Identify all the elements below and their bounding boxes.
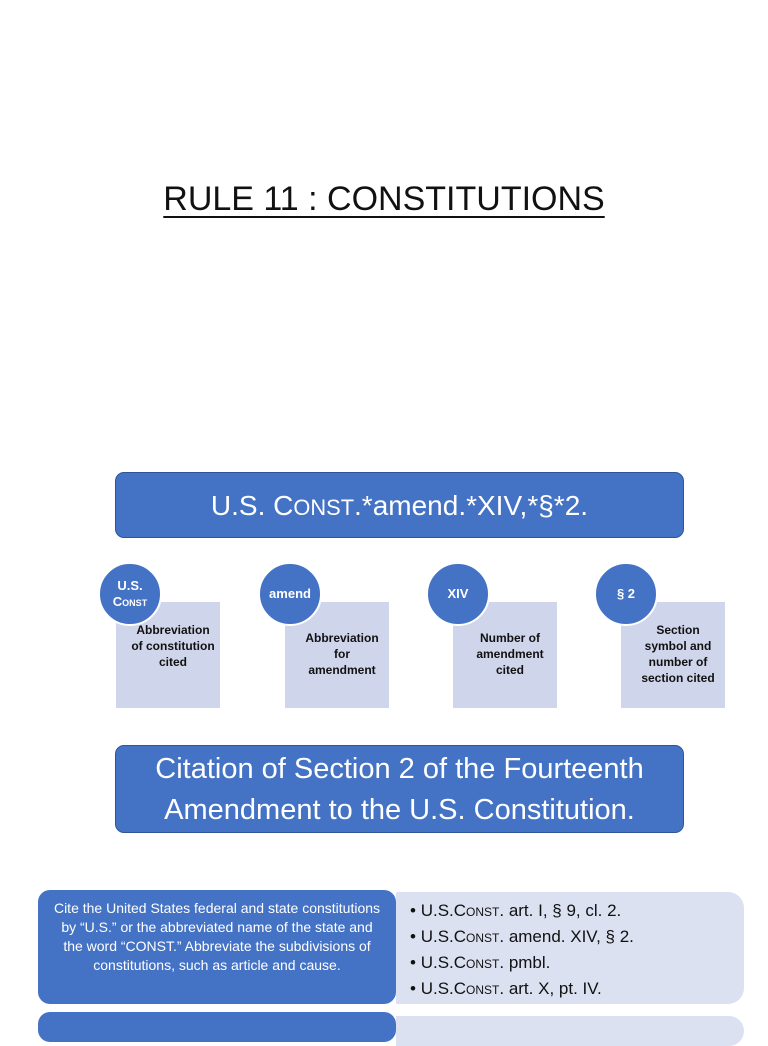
component-label: XIV	[447, 586, 469, 601]
citation-prefix: U.S.	[210, 490, 274, 521]
rule-text-box: Cite the United States federal and state constitutions by “U.S.” or the abbreviated name of the state and the word “CONST.” Abbreviate the subdivisions of constitutions, such as article and cause.	[38, 890, 396, 1004]
component-circle-section	[594, 562, 658, 626]
example-item: • U.S.Const. pmbl.	[410, 950, 744, 976]
component-description: Abbreviation of constitution cited	[131, 623, 215, 669]
page-title: RULE 11 : CONSTITUTIONS	[163, 180, 605, 218]
citation-suffix: .*amend.*XIV,*§*2.	[354, 490, 589, 521]
example-item: • U.S.Const. art. X, pt. IV.	[410, 976, 744, 1002]
examples-list	[410, 898, 744, 1002]
component-circle-amend	[258, 562, 322, 626]
component-description: Section symbol and number of section cited	[641, 623, 715, 685]
component-label: amend	[269, 586, 311, 601]
examples-box	[396, 892, 744, 1004]
explanation-banner: Citation of Section 2 of the Fourteenth Amendment to the U.S. Constitution.	[115, 745, 684, 833]
component-label-const: Const	[112, 594, 148, 609]
citation-const-abbrev	[273, 490, 354, 521]
component-label: U.S.	[117, 578, 143, 593]
example-item: • U.S.Const. art. I, § 9, cl. 2.	[410, 898, 744, 924]
citation-const-initial: C	[273, 490, 294, 521]
examples-box-2	[396, 1016, 744, 1046]
rule-text-box-2	[38, 1012, 396, 1042]
component-circle-const	[98, 562, 162, 626]
component-description: Abbreviation for amendment	[305, 631, 379, 677]
example-item: • U.S.Const. amend. XIV, § 2.	[410, 924, 744, 950]
citation-banner	[115, 472, 684, 538]
component-label: § 2	[616, 586, 636, 601]
component-description: Number of amendment cited	[476, 631, 544, 677]
component-circle-number	[426, 562, 490, 626]
citation-const-rest: ONST	[293, 495, 355, 520]
